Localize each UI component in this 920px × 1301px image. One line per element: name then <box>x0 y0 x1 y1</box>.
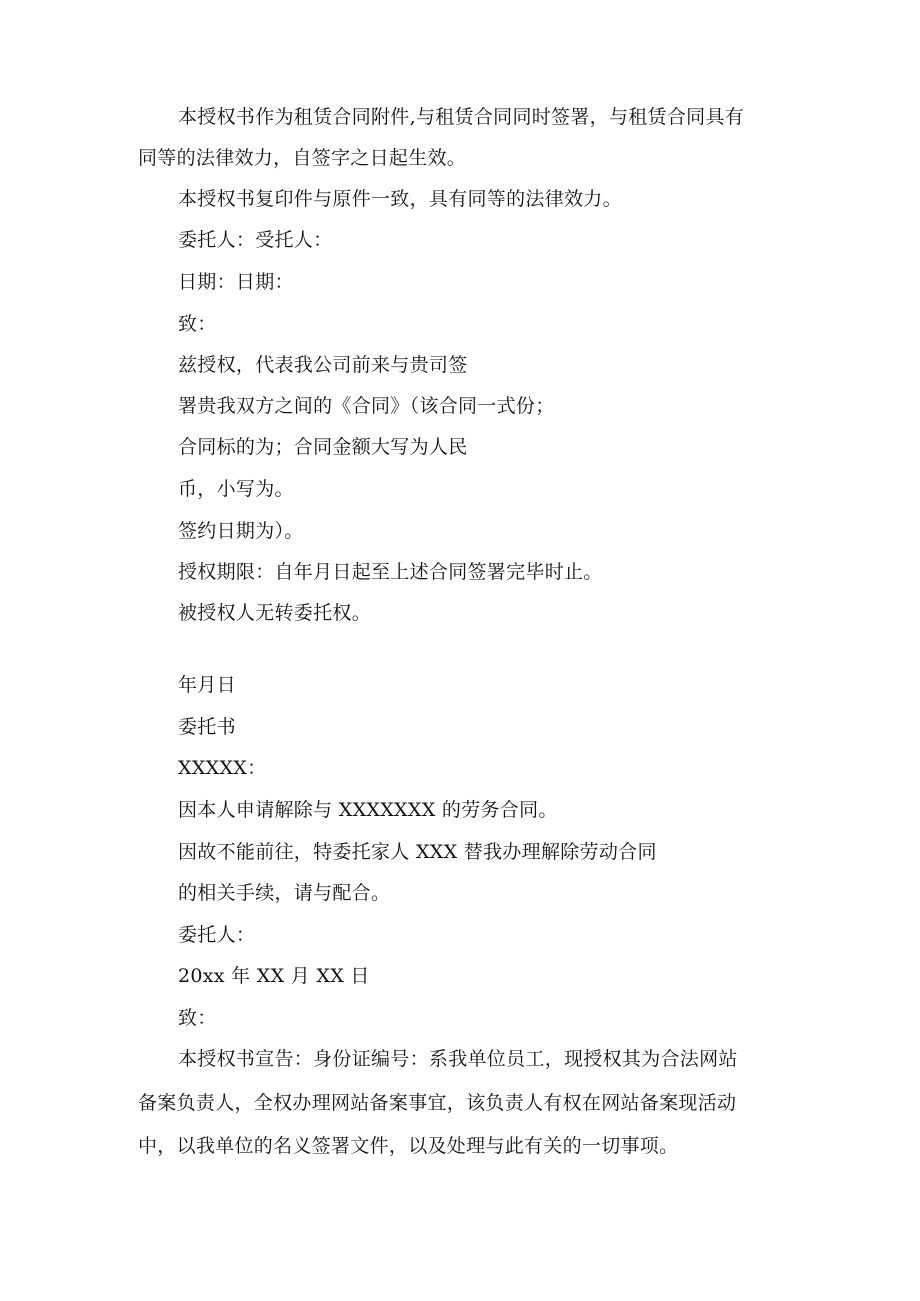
signature-label: 委托人： <box>178 924 256 946</box>
date-line: 20xx 年 XX 月 XX 日 <box>178 965 370 987</box>
paragraph-line: 签约日期为）。 <box>178 520 304 542</box>
paragraph-line: 兹授权，代表我公司前来与贵司签 <box>178 354 468 376</box>
paragraph-line: 致： <box>178 313 217 335</box>
paragraph-line: 因本人申请解除与 XXXXXXX 的劳务合同。 <box>178 799 558 821</box>
document-heading: 委托书 <box>178 716 236 738</box>
paragraph-line: 本授权书作为租赁合同附件,与租赁合同同时签署，与租赁合同具有 <box>178 106 745 128</box>
addressee-line: 致： <box>178 1007 217 1029</box>
paragraph-line: 授权期限：自年月日起至上述合同签署完毕时止。 <box>178 561 603 583</box>
paragraph-line: 合同标的为；合同金额大写为人民 <box>178 436 468 458</box>
paragraph-line: 本授权书宣告：身份证编号：系我单位员工，现授权其为合法网站 <box>178 1048 738 1070</box>
paragraph-line: 因故不能前往，特委托家人 XXX 替我办理解除劳动合同 <box>178 841 657 863</box>
paragraph-line: 的相关手续，请与配合。 <box>178 882 391 904</box>
date-line: 年月日 <box>178 674 236 696</box>
paragraph-line: 被授权人无转委托权。 <box>178 602 372 624</box>
paragraph-line: 日期：日期： <box>178 271 294 293</box>
paragraph-line: 委托人：受托人： <box>178 229 333 251</box>
paragraph-line: 币，小写为。 <box>178 478 294 500</box>
paragraph-line: 同等的法律效力，自签字之日起生效。 <box>138 147 467 169</box>
paragraph-line: 本授权书复印件与原件一致，具有同等的法律效力。 <box>178 188 622 210</box>
paragraph-line: 署贵我双方之间的《合同》（该合同一式份； <box>178 395 555 417</box>
paragraph-line: 备案负责人，全权办理网站备案事宜，该负责人有权在网站备案现活动 <box>138 1092 737 1114</box>
paragraph-line: 中，以我单位的名义签署文件，以及处理与此有关的一切事项。 <box>138 1135 679 1157</box>
addressee-line: XXXXX： <box>178 757 267 779</box>
